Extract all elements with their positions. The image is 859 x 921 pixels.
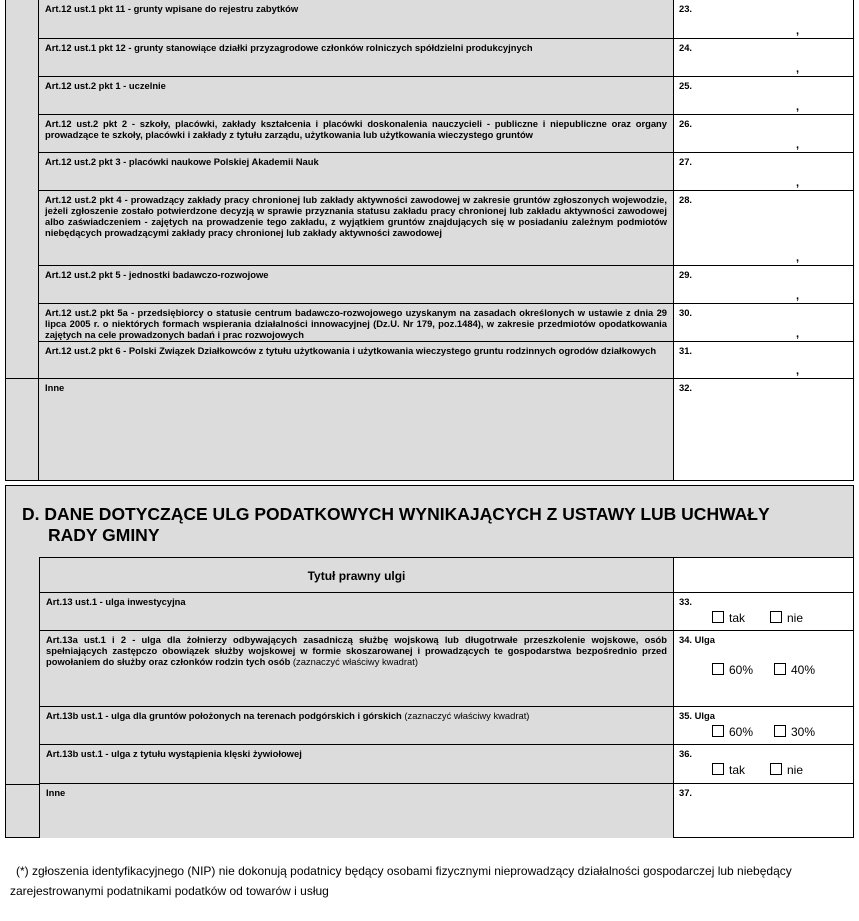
row-36-number: 36. [679, 748, 693, 759]
row-23-comma: , [795, 25, 799, 37]
row-27-field[interactable] [674, 153, 854, 191]
row-36-field [674, 745, 854, 784]
row-24-label [39, 39, 674, 77]
row-36-option-nie[interactable] [770, 763, 803, 776]
row-34-option-40[interactable] [774, 663, 815, 676]
row-23-field[interactable] [674, 0, 854, 39]
row-28-field[interactable] [674, 191, 854, 266]
section-d-title [22, 504, 852, 546]
option-label: tak [729, 763, 746, 777]
row-27-comma: , [795, 177, 799, 189]
row-27-label [39, 153, 674, 191]
row-36-text: Art.13b ust.1 - ulga z tytułu wystąpienia klęski żywiołowej [46, 748, 302, 759]
row-31-label [39, 342, 674, 379]
option-label: 30% [791, 725, 816, 739]
option-label: 60% [729, 725, 754, 739]
row-31-field[interactable] [674, 342, 854, 379]
row-27-number: 27. [679, 156, 693, 167]
row-30-text: Art.12 ust.2 pkt 5a - przedsiębiorcy o statusie centrum badawczo-rozwojowego uzyskanym na zasadach określonych w ustawie z dnia 29 lipca 2005 r. o niektórych formach wspierania działalności innowacyjnej (Dz.U. Nr 179, poz.1484), w zakresie przedmiotów opodatkowania zajętych na cele prowadzonych badań i prac rozwojowych [45, 307, 667, 340]
row-35-text: Art.13b ust.1 - ulga dla gruntów położonych na terenach podgórskich i górskich [46, 710, 402, 721]
option-label: 40% [791, 663, 816, 677]
row-29-label [39, 266, 674, 304]
row-37-text: Inne [46, 787, 66, 798]
row-28-text: Art.12 ust.2 pkt 4 - prowadzący zakłady pracy chronionej lub zakłady aktywności zawodowej w zakresie gruntów zgłoszonych wojewodzie, jeżeli zgłoszenie zostało potwierdzone decyzją w sprawie przyznania statusu zakładu pracy chronionej lub zakładu aktywności zawodowej albo zaświadczeniem - zajętych na prowadzenie tego zakładu, z wyjątkiem gruntów znajdujących się w posiadaniu zależnym podmiotów niebędących prowadzącymi zakłady pracy chronionej lub zakłady aktywności zawodowej [45, 194, 667, 238]
section-c-margin-divider [5, 378, 39, 379]
row-35-option-60[interactable] [712, 725, 753, 738]
row-30-number: 30. [679, 307, 693, 318]
row-33-option-nie[interactable] [770, 611, 803, 624]
footnote-line1: (*) zgłoszenia identyfikacyjnego (NIP) nie dokonują podatnicy będący osobami fizycznymi nieprowadzący działalności gospodarczej lub niebędący [16, 864, 792, 878]
row-32-label [39, 379, 674, 480]
row-34-label [39, 631, 674, 707]
row-30-comma: , [795, 328, 799, 340]
section-d-title-line2: RADY GMINY [48, 525, 160, 545]
row-26-label [39, 115, 674, 153]
checkbox-icon[interactable] [774, 725, 786, 737]
row-27-text: Art.12 ust.2 pkt 3 - placówki naukowe Polskiej Akademii Nauk [45, 156, 319, 167]
row-29-field[interactable] [674, 266, 854, 304]
row-34-field [674, 631, 854, 707]
row-28-number: 28. [679, 194, 693, 205]
row-30-label [39, 304, 674, 342]
row-32-field[interactable] [674, 379, 854, 480]
row-34-option-60[interactable] [712, 663, 753, 676]
row-26-comma: , [795, 139, 799, 151]
row-34-note: (zaznaczyć właściwy kwadrat) [292, 656, 418, 667]
row-33-field [674, 593, 854, 631]
footnote [10, 861, 855, 901]
footnote-line2: zarejestrowanymi podatnikami podatków od towarów i usług [10, 884, 329, 898]
row-24-number: 24. [679, 42, 693, 53]
row-36-option-tak[interactable] [712, 763, 745, 776]
row-33-text: Art.13 ust.1 - ulga inwestycyjna [46, 596, 186, 607]
row-37-field[interactable] [674, 784, 854, 838]
row-25-field[interactable] [674, 77, 854, 115]
section-d-header: Tytuł prawny ulgi [307, 569, 406, 583]
row-29-number: 29. [679, 269, 693, 280]
row-31-comma: , [795, 365, 799, 377]
row-28-label [39, 191, 674, 266]
row-26-field[interactable] [674, 115, 854, 153]
row-35-label [39, 707, 674, 745]
checkbox-icon[interactable] [712, 663, 724, 675]
row-24-comma: , [795, 63, 799, 75]
row-32-number: 32. [679, 382, 693, 393]
row-26-text: Art.12 ust.2 pkt 2 - szkoły, placówki, zakłady kształcenia i placówki doskonalenia nauczycieli - publiczne i niepubliczne oraz organy prowadzące te szkoły, placówki i zakłady z tytułu zarządu, użytkowania lub użytkowania wieczystego gruntów [45, 118, 667, 140]
row-32-text: Inne [45, 382, 65, 393]
option-label: tak [729, 611, 746, 625]
row-23-label [39, 0, 674, 39]
checkbox-icon[interactable] [770, 611, 782, 623]
row-34-text: Art.13a ust.1 i 2 - ulga dla żołnierzy odbywających zasadniczą służbę wojskową lub długotrwałe przeszkolenie wojskowe, osób spełniających zastępczo obowiązek służby wojskowej w formie skoszarowanej i prowadzących te gospodarstwa bezpośrednio przed powołaniem do służby oraz członków rodzin tych osób [46, 634, 667, 667]
row-29-comma: , [795, 290, 799, 302]
row-37-label [39, 784, 674, 838]
row-33-number: 33. [679, 596, 693, 607]
row-25-comma: , [795, 101, 799, 113]
section-d-title-line1: D. DANE DOTYCZĄCE ULG PODATKOWYCH WYNIKAJĄCYCH Z USTAWY LUB UCHWAŁY [22, 504, 770, 524]
option-label: 60% [729, 663, 754, 677]
checkbox-icon[interactable] [712, 725, 724, 737]
option-label: nie [787, 611, 804, 625]
row-35-option-30[interactable] [774, 725, 815, 738]
section-d-margin-divider [5, 784, 39, 785]
row-26-number: 26. [679, 118, 693, 129]
section-c-left-margin [5, 0, 39, 480]
checkbox-icon[interactable] [712, 611, 724, 623]
row-24-field[interactable] [674, 39, 854, 77]
row-36-label [39, 745, 674, 784]
row-23-number: 23. [679, 3, 693, 14]
row-35-note: (zaznaczyć właściwy kwadrat) [404, 710, 530, 721]
row-28-comma: , [795, 252, 799, 264]
row-23-text: Art.12 ust.1 pkt 11 - grunty wpisane do rejestru zabytków [45, 3, 299, 14]
row-33-option-tak[interactable] [712, 611, 745, 624]
row-30-field[interactable] [674, 304, 854, 342]
option-label: nie [787, 763, 804, 777]
row-29-text: Art.12 ust.2 pkt 5 - jednostki badawczo-rozwojowe [45, 269, 269, 280]
row-31-number: 31. [679, 345, 693, 356]
section-d-header-blank [674, 557, 854, 593]
section-d-header-cell [39, 557, 674, 593]
row-25-number: 25. [679, 80, 693, 91]
row-34-number: 34. Ulga [679, 634, 715, 645]
checkbox-icon[interactable] [770, 763, 782, 775]
row-25-text: Art.12 ust.2 pkt 1 - uczelnie [45, 80, 166, 91]
checkbox-icon[interactable] [774, 663, 786, 675]
row-31-text: Art.12 ust.2 pkt 6 - Polski Związek Działkowców z tytułu użytkowania i użytkowania wieczystego gruntu rodzinnych ogrodów działkowych [45, 345, 657, 356]
checkbox-icon[interactable] [712, 763, 724, 775]
row-33-label [39, 593, 674, 631]
row-25-label [39, 77, 674, 115]
row-35-number: 35. Ulga [679, 710, 715, 721]
row-37-number: 37. [679, 787, 693, 798]
row-35-field [674, 707, 854, 745]
row-24-text: Art.12 ust.1 pkt 12 - grunty stanowiące działki przyzagrodowe członków rolniczych spółdzielni produkcyjnych [45, 42, 533, 53]
